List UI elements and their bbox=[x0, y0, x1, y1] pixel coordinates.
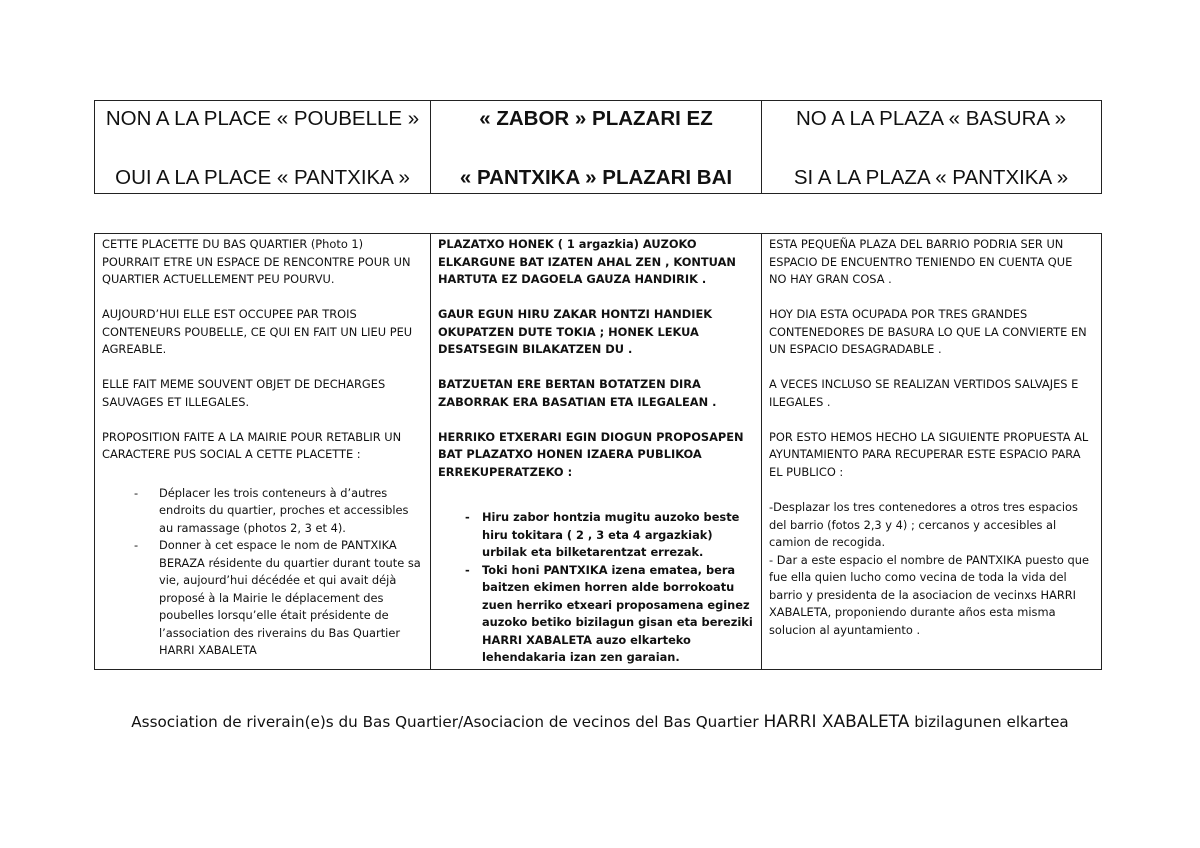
fr-proposal-item-1: - Déplacer les trois conteneurs à d’autres endroits du quartier, proches et accessibles au ramassage (photos 2, 3 et 4). bbox=[122, 485, 423, 538]
content-cell-basque bbox=[430, 234, 761, 669]
es-paragraph-4: POR ESTO HEMOS HECHO LA SIGUIENTE PROPUESTA AL AYUNTAMIENTO PARA RECUPERAR ESTE ESPACIO PARA EL PUBLICO : bbox=[769, 429, 1089, 479]
es-paragraph-1: ESTA PEQUEÑA PLAZA DEL BARRIO PODRIA SER UN ESPACIO DE ENCUENTRO TENIENDO EN CUENTA QUE NO HAY GRAN COSA . bbox=[769, 237, 1073, 286]
fr-paragraph-4: PROPOSITION FAITE A LA MAIRIE POUR RETABLIR UN CARACTERE PUS SOCIAL A CETTE PLACETTE : bbox=[102, 429, 402, 461]
header-fr-line1: NON A LA PLACE « POUBELLE » bbox=[105, 107, 420, 130]
header-eu-line2: « PANTXIKA » PLAZARI BAI bbox=[459, 166, 733, 189]
footer-text-1: Association de riverain(e)s du Bas Quartier/Asociacion de vecinos del Bas Quartier bbox=[131, 713, 764, 731]
es-proposal-item-1: -Desplazar los tres contenedores a otros tres espacios del barrio (fotos 2,3 y 4) ; cercanos y accesibles al camion de recogida. bbox=[769, 500, 1078, 549]
footer-association-name: HARRI XABALETA bbox=[763, 712, 910, 732]
header-eu-line1: « ZABOR » PLAZARI EZ bbox=[479, 107, 713, 130]
es-proposal-item-2: - Dar a este espacio el nombre de PANTXIKA puesto que fue ella quien lucho como vecina de toda la vida del barrio y presidenta de la asociacion de vecinxs HARRI XABALETA, proponiendo durante años esta misma solucion al ayuntamiento . bbox=[769, 552, 1089, 637]
content-table bbox=[94, 233, 1102, 670]
eu-paragraph-3: BATZUETAN ERE BERTAN BOTATZEN DIRA ZABORRAK ERA BASATIAN ETA ILEGALEAN . bbox=[438, 377, 717, 409]
fr-paragraph-1: CETTE PLACETTE DU BAS QUARTIER (Photo 1) POURRAIT ETRE UN ESPACE DE RENCONTRE POUR UN QUARTIER ACTUELLEMENT PEU POURVU. bbox=[102, 237, 411, 286]
eu-paragraph-2: GAUR EGUN HIRU ZAKAR HONTZI HANDIEK OKUPATZEN DUTE TOKIA ; HONEK LEKUA DESATSEGIN BILAKATZEN DU . bbox=[438, 307, 713, 356]
header-fr-line2: OUI A LA PLACE « PANTXIKA » bbox=[115, 166, 410, 189]
eu-paragraph-4: HERRIKO ETXERARI EGIN DIOGUN PROPOSAPEN BAT PLAZATXO HONEN IZAERA PUBLIKOA ERREKUPERATZEKO : bbox=[438, 429, 744, 479]
header-cell-french bbox=[95, 101, 430, 193]
header-cell-basque bbox=[430, 101, 761, 193]
fr-proposal-item-2: - Donner à cet espace le nom de PANTXIKA BERAZA résidente du quartier durant toute sa vie, aujourd’hui décédée et qui avait déjà proposé à la Mairie le déplacement des poubelles lorsqu’elle était présidente de l’association des riverains du Bas Quartier HARRI XABALETA bbox=[122, 537, 423, 660]
eu-proposal-item-1: - Hiru zabor hontzia mugitu auzoko beste hiru tokitara ( 2 , 3 eta 4 argazkiak) urbilak eta bilketarentzat errezak. bbox=[458, 509, 754, 562]
eu-proposal-list bbox=[438, 509, 754, 667]
association-footer bbox=[0, 712, 1200, 732]
fr-proposal-list bbox=[102, 485, 423, 660]
content-cell-french bbox=[95, 234, 430, 669]
eu-paragraph-1: PLAZATXO HONEK ( 1 argazkia) AUZOKO ELKARGUNE BAT IZATEN AHAL ZEN , KONTUAN HARTUTA EZ DAGOELA GAUZA HANDIRIK . bbox=[438, 237, 736, 286]
header-cell-spanish bbox=[761, 101, 1100, 193]
header-table bbox=[94, 100, 1102, 194]
es-proposal-list bbox=[769, 499, 1093, 639]
es-paragraph-2: HOY DIA ESTA OCUPADA POR TRES GRANDES CONTENEDORES DE BASURA LO QUE LA CONVIERTE EN UN ESPACIO DESAGRADABLE . bbox=[769, 307, 1087, 356]
content-cell-spanish bbox=[761, 234, 1100, 669]
header-es-line1: NO A LA PLAZA « BASURA » bbox=[795, 107, 1067, 130]
fr-paragraph-2: AUJOURD’HUI ELLE EST OCCUPEE PAR TROIS CONTENEURS POUBELLE, CE QUI EN FAIT UN LIEU PEU AGREABLE. bbox=[102, 307, 413, 356]
header-es-line2: SI A LA PLAZA « PANTXIKA » bbox=[793, 166, 1069, 189]
footer-text-2: bizilagunen elkartea bbox=[909, 713, 1069, 731]
fr-paragraph-3: ELLE FAIT MEME SOUVENT OBJET DE DECHARGES SAUVAGES ET ILLEGALES. bbox=[102, 377, 386, 409]
eu-proposal-item-2: - Toki honi PANTXIKA izena ematea, bera baitzen ekimen horren alde borrokoatu zuen herriko etxeari proposamena eginez auzoko betiko bizilagun gisan eta bereziki HARRI XABALETA auzo elkarteko lehendakaria izan zen garaian. bbox=[458, 562, 754, 667]
es-paragraph-3: A VECES INCLUSO SE REALIZAN VERTIDOS SALVAJES E ILEGALES . bbox=[769, 377, 1079, 409]
